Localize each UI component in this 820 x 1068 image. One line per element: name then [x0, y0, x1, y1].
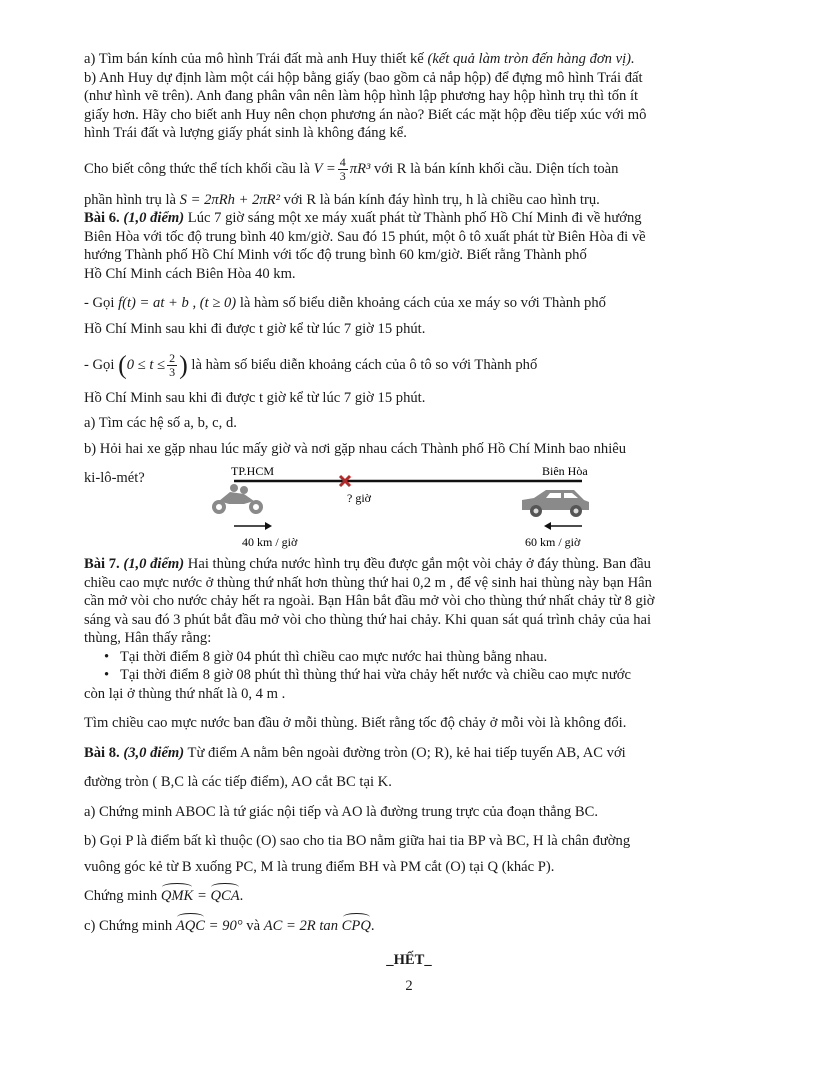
question-6b: b) Hỏi hai xe gặp nhau lúc mấy giờ và nơi gặp nhau cách Thành phố Hồ Chí Minh bao nhiêu: [84, 440, 627, 457]
question-5b-line2: (như hình vẽ trên). Anh đang phân vân nên làm hộp hình lập phương hay hộp hình trụ thì tốn ít: [84, 88, 639, 104]
bai8-line2: đường tròn ( B,C là các tiếp điểm), AO cắt BC tại K.: [84, 774, 392, 791]
cylinder-area-formula: phần hình trụ là S = 2πRh + 2πR² với R là bán kính đáy hình trụ, h là chiều cao hình trụ.: [84, 191, 600, 208]
left-arrow-icon: [544, 522, 582, 530]
bai7-line4: sáng và sau đó 3 phút bắt đầu mở vòi cho thùng thứ hai chảy. Khi quan sát quá trình chảy của hai: [84, 611, 652, 628]
bai7-question: Tìm chiều cao mực nước ban đầu ở mỗi thùng. Biết rằng tốc độ chảy ở mỗi vòi là không đổi.: [84, 715, 627, 732]
question-8b-line2: vuông góc kẻ từ B xuống PC, M là trung điểm BH và PM cắt (O) tại Q (khác P).: [84, 858, 555, 875]
g-definition: - Gọi (0 ≤ t ≤ $\frac{2}{3}$ ) là hàm số biểu diễn khoảng cách của ô tô so với Thành phố: [84, 350, 538, 380]
g-definition-line2: Hồ Chí Minh sau khi đi được t giờ kể từ lúc 7 giờ 15 phút.: [84, 389, 426, 406]
bai7-bullet1: • Tại thời điểm 8 giờ 04 phút thì chiều cao mực nước hai thùng bằng nhau.: [84, 648, 734, 667]
bai7-heading: Bài 7. (1,0 điểm) Hai thùng chứa nước hình trụ đều được gắn một vòi chảy ở đáy thùng. Ban đầu: [84, 556, 651, 573]
question-8c: c) Chứng minh AQC = 90° và AC = 2R tan CPQ.: [84, 917, 375, 934]
car-icon: [522, 490, 589, 517]
bai7-line2: chiều cao mực nước ở thùng thứ nhất hơn thùng thứ hai 0,2 m , để vệ sinh hai thùng này bạn Hân: [84, 574, 652, 591]
question-6a: a) Tìm các hệ số a, b, c, d.: [84, 415, 237, 432]
fraction-2-3: $\frac{2}{3}$: [169, 351, 176, 380]
fraction-4-3: $\frac{4}{3}$: [339, 154, 346, 183]
bai7-line5: thùng, Hân thấy rằng:: [84, 630, 212, 647]
question-5b-line3: giấy hơn. Hãy cho biết anh Huy nên chọn phương án nào? Biết các mặt hộp đều tiếp xúc với mô: [84, 106, 647, 123]
question-5a: a) Tìm bán kính của mô hình Trái đất mà anh Huy thiết kế (kết quả làm tròn đến hàng đơn vị).: [84, 51, 635, 67]
question-8a: a) Chứng minh ABOC là tứ giác nội tiếp và AO là đường trung trực của đoạn thẳng BC.: [84, 803, 598, 820]
bai6-line2: Biên Hòa với tốc độ trung bình 40 km/giờ. Sau đó 15 phút, một ô tô xuất phát từ Biên Hòa đi về: [84, 228, 646, 245]
document-page: [84, 50, 734, 995]
motorbike-icon: [212, 484, 263, 514]
page-number: 2: [405, 977, 413, 994]
bai7-line3: cần mở vòi cho nước chảy hết ra ngoài. Bạn Hân bắt đầu mở vòi cho thùng thứ nhất chảy từ 8 giờ: [84, 593, 655, 610]
sphere-volume-formula: Cho biết công thức thể tích khối cầu là V = $\frac{4}{3}$ πR³ với R là bán kính khối cầu. Diện tích toàn: [84, 154, 619, 183]
bai7-bullet2-cont: còn lại ở thùng thứ nhất là 0, 4 m .: [84, 685, 286, 702]
bienhoa-label: Biên Hòa: [542, 464, 588, 479]
bai6-heading: Bài 6. (1,0 điểm) Lúc 7 giờ sáng một xe máy xuất phát từ Thành phố Hồ Chí Minh đi về hướng: [84, 210, 642, 226]
travel-diagram: [84, 460, 734, 555]
question-5b-line1: b) Anh Huy dự định làm một cái hộp bằng giấy (bao gồm cả nắp hộp) để đựng mô hình Trái đất: [84, 69, 643, 86]
bai8-heading: Bài 8. (3,0 điểm) Từ điểm A nằm bên ngoài đường tròn (O; R), kẻ hai tiếp tuyến AB, AC với: [84, 744, 626, 761]
motorbike-speed: 40 km / giờ: [242, 535, 298, 550]
question-5b-line4: hình Trái đất và lượng giấy phát sinh là không đáng kể.: [84, 125, 407, 141]
question-8b-line1: b) Gọi P là điểm bất kì thuộc (O) sao cho tia BO nằm giữa hai tia BP và BC, H là chân đường: [84, 833, 631, 850]
right-arrow-icon: [234, 522, 272, 530]
f-definition-line2: Hồ Chí Minh sau khi đi được t giờ kể từ lúc 7 giờ 15 phút.: [84, 320, 426, 337]
car-speed: 60 km / giờ: [525, 535, 581, 550]
meet-time-label: ? giờ: [347, 491, 372, 506]
end-marker: _HẾT_: [386, 952, 432, 969]
road-diagram: [84, 460, 734, 555]
bai6-line3: hướng Thành phố Hồ Chí Minh với tốc độ trung bình 60 km/giờ. Biết rằng Thành phố: [84, 247, 587, 263]
f-definition: - Gọi f(t) = at + b , (t ≥ 0) là hàm số biểu diễn khoảng cách của xe máy so với Thành phố: [84, 295, 606, 311]
hcm-label: TP.HCM: [231, 464, 275, 479]
question-8b-prove: Chứng minh QMK = QCA.: [84, 888, 244, 905]
bai6-line4: Hồ Chí Minh cách Biên Hòa 40 km.: [84, 265, 296, 282]
question-6b-line2: ki-lô-mét?: [84, 470, 145, 487]
bai7-bullet2: • Tại thời điểm 8 giờ 08 phút thì thùng thứ hai vừa chảy hết nước và chiều cao mực nước: [84, 666, 734, 685]
